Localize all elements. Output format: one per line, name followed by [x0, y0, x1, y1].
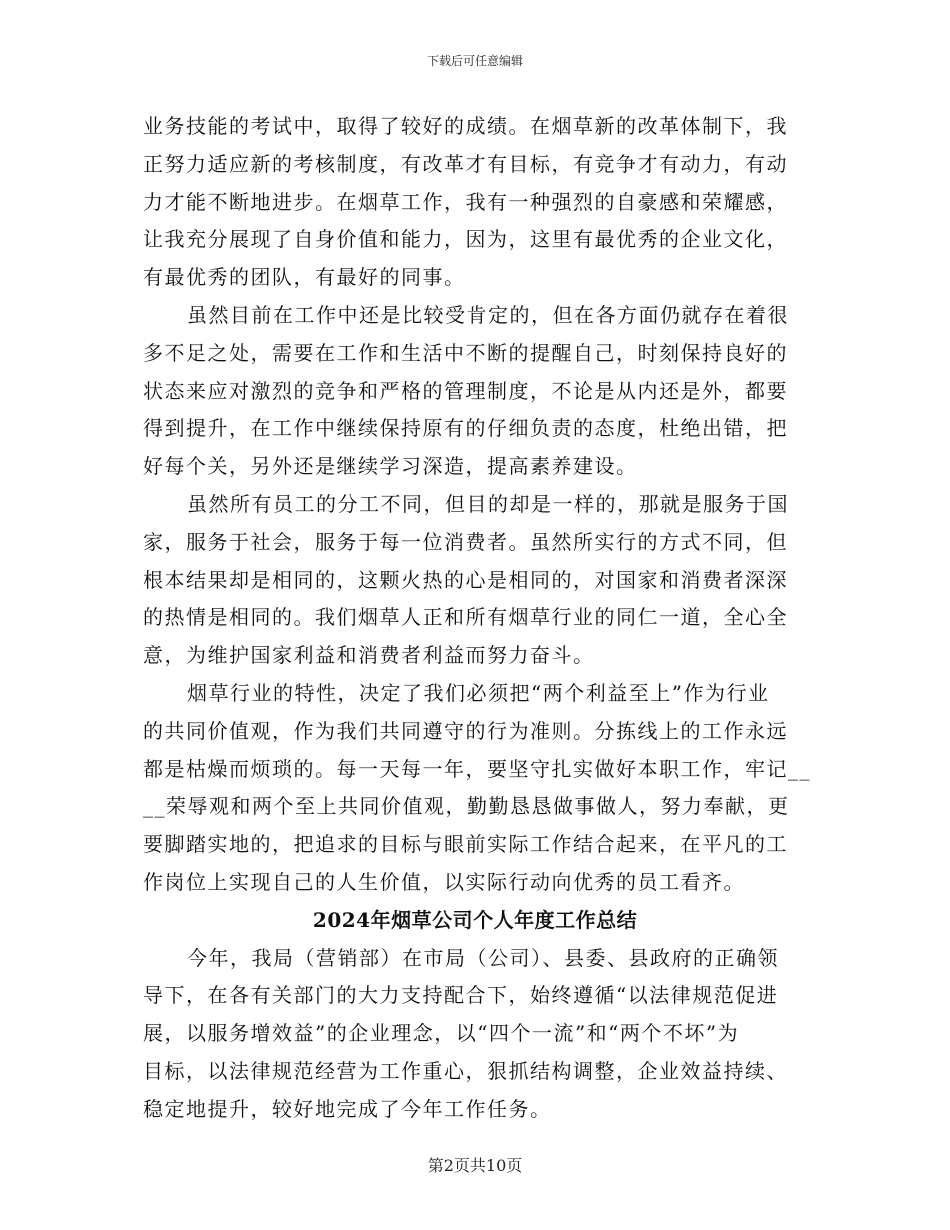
body-line: 让我充分展现了自身价值和能力，因为，这里有最优秀的企业文化， — [143, 227, 788, 252]
body-line: 正努力适应新的考核制度，有改革才有目标，有竞争才有动力，有动 — [143, 151, 788, 176]
body-line: 展，以服务增效益”的企业理念，以“四个一流”和“两个不坏”为 — [143, 1021, 740, 1046]
section-title: 2024年烟草公司个人年度工作总结 — [312, 907, 638, 932]
body-line: 业务技能的考试中，取得了较好的成绩。在烟草新的改革体制下，我 — [143, 114, 788, 138]
body-line: 意，为维护国家利益和消费者利益而努力奋斗。 — [143, 643, 595, 668]
paragraph-start-line: 虽然目前在工作中还是比较受肯定的，但在各方面仍就存在着很 — [187, 302, 789, 327]
body-line: 好每个关，另外还是继续学习深造，提高素养建设。 — [143, 454, 638, 479]
document-body — [143, 108, 811, 1129]
body-line: 根本结果却是相同的，这颗火热的心是相同的，对国家和消费者深深 — [143, 567, 788, 592]
body-line: 目标，以法律规范经营为工作重心，狠抓结构调整，企业效益持续、 — [143, 1058, 788, 1083]
paragraph-start-line: 虽然所有员工的分工不同，但目的却是一样的，那就是服务于国 — [187, 491, 789, 516]
body-line: 状态来应对激烈的竞争和严格的管理制度，不论是从内还是外，都要 — [143, 378, 788, 403]
body-line: 得到提升，在工作中继续保持原有的仔细负责的态度，杜绝出错，把 — [143, 416, 788, 441]
body-line: 导下，在各有关部门的大力支持配合下，始终遵循“以法律规范促进 — [143, 983, 779, 1008]
body-line: 家，服务于社会，服务于每一位消费者。虽然所实行的方式不同，但 — [143, 529, 788, 554]
body-line: 多不足之处，需要在工作和生活中不断的提醒自己，时刻保持良好的 — [143, 340, 788, 365]
paragraph-start-line: 烟草行业的特性，决定了我们必须把“两个利益至上”作为行业 — [187, 680, 770, 705]
body-line: 都是枯燥而烦琐的。每一天每一年，要坚守扎实做好本职工作，牢记__ — [143, 756, 811, 781]
header-note: 下载后可任意编辑 — [426, 54, 523, 68]
body-line: 有最优秀的团队，有最好的同事。 — [143, 265, 466, 290]
body-line: __荣辱观和两个至上共同价值观，勤勤恳恳做事做人，努力奉献，更 — [143, 794, 790, 819]
body-line: 作岗位上实现自己的人生价值，以实际行动向优秀的员工看齐。 — [143, 869, 745, 894]
page-number-footer: 第2页共10页 — [427, 1156, 523, 1175]
body-line: 稳定地提升，较好地完成了今年工作任务。 — [143, 1096, 552, 1121]
body-line: 要脚踏实地的，把追求的目标与眼前实际工作结合起来，在平凡的工 — [143, 832, 788, 857]
body-line: 力才能不断地进步。在烟草工作，我有一种强烈的自豪感和荣耀感， — [143, 189, 788, 214]
body-line: 的热情是相同的。我们烟草人正和所有烟草行业的同仁一道，全心全 — [143, 605, 788, 630]
paragraph-start-line: 今年，我局（营销部）在市局（公司）、县委、县政府的正确领 — [187, 945, 779, 970]
body-line: 的共同价值观，作为我们共同遵守的行为准则。分拣线上的工作永远 — [143, 718, 788, 743]
